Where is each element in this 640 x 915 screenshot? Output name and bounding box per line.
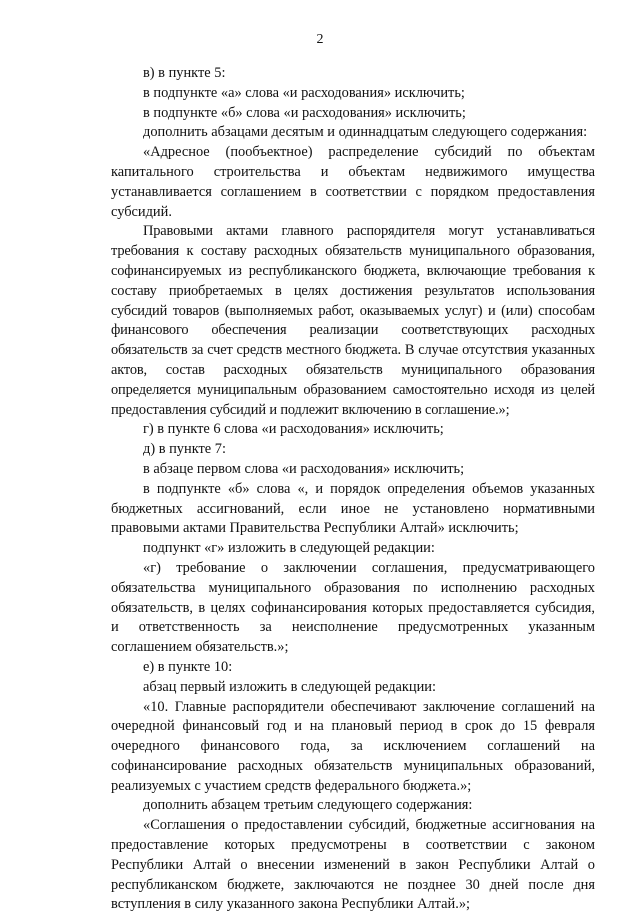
paragraph-address-distribution: «Адресное (пообъектное) распределение субсидий по объектам капитального строительства и объектам недвижимого имущества устанавливается соглашением в соответствии с порядком предоставления субсидий.: [111, 144, 595, 220]
paragraph-subpoint-g-text: «г) требование о заключении соглашения, предусматривающего обязательства муниципального образования по исполнению расходных обязательств, в целях софинансирования которых предоставляется субсидия, и ответственность за неисполнение предусмотренных указанным соглашением обязательств.»;: [111, 559, 595, 656]
paragraph-item-d-point-7: д) в пункте 7:: [143, 441, 226, 458]
paragraph-point-10-text: «10. Главные распорядители обеспечивают заключение соглашений на очередной финансовый год и на плановый период в срок до 15 февраля очередного финансового года, за исключением соглашений на софинансирование расходных обязательств муниципальных образований, реализуемых с участием средств федерального бюджета.»;: [111, 698, 595, 794]
paragraph-item-g-point-6: г) в пункте 6 слова «и расходования» исключить;: [143, 421, 444, 438]
paragraph-first-clause-intro: абзац первый изложить в следующей редакции:: [143, 678, 437, 695]
paragraph-subpoint-a: в подпункте «а» слова «и расходования» исключить;: [143, 84, 465, 101]
paragraph-subpoint-g-intro: подпункт «г» изложить в следующей редакции:: [143, 540, 435, 557]
paragraph-add-third-clause: дополнить абзацем третьим следующего содержания:: [143, 797, 473, 814]
paragraph-legal-acts: Правовыми актами главного распорядителя могут устанавливаться требования к составу расходных обязательств муниципального образования, софинансируемых из республиканского бюджета, включающие требования к составу приобретаемых в целях достижения результатов использования субсидий товаров (выполняемых работ, оказываемых услуг) и (или) способам финансового обеспечения реализации соответствующих расходных обязательств за счет средств местного бюджета. В случае отсутствия указанных актов, состав расходных обязательств муниципального образования определяется муниципальным образованием самостоятельно исходя из целей предоставления субсидий и подлежит включению в соглашение.»;: [111, 223, 595, 418]
paragraph-add-tenth-eleventh: дополнить абзацами десятым и одиннадцатым следующего содержания:: [143, 124, 588, 141]
paragraph-subpoint-b-point-7: в подпункте «б» слова «, и порядок определения объемов указанных бюджетных ассигнований, если иное не установлено нормативными правовыми актами Правительства Республики Алтай» исключить;: [111, 480, 595, 537]
paragraph-agreements-text: «Соглашения о предоставлении субсидий, бюджетные ассигнования на предоставление которых предусмотрены в соответствии с законом Республики Алтай о внесении изменений в закон Республики Алтай о республиканском бюджете, заключаются не позднее 30 дней после дня вступления в силу указанного закона Республики Алтай.»;: [111, 817, 595, 913]
paragraph-item-e-point-10: е) в пункте 10:: [143, 658, 233, 675]
document-body: [111, 64, 595, 915]
paragraph-subpoint-b: в подпункте «б» слова «и расходования» исключить;: [143, 104, 466, 121]
paragraph-first-clause: в абзаце первом слова «и расходования» исключить;: [143, 460, 465, 477]
page-number: 2: [316, 32, 324, 47]
paragraph-item-v-point-5: в) в пункте 5:: [143, 65, 226, 81]
